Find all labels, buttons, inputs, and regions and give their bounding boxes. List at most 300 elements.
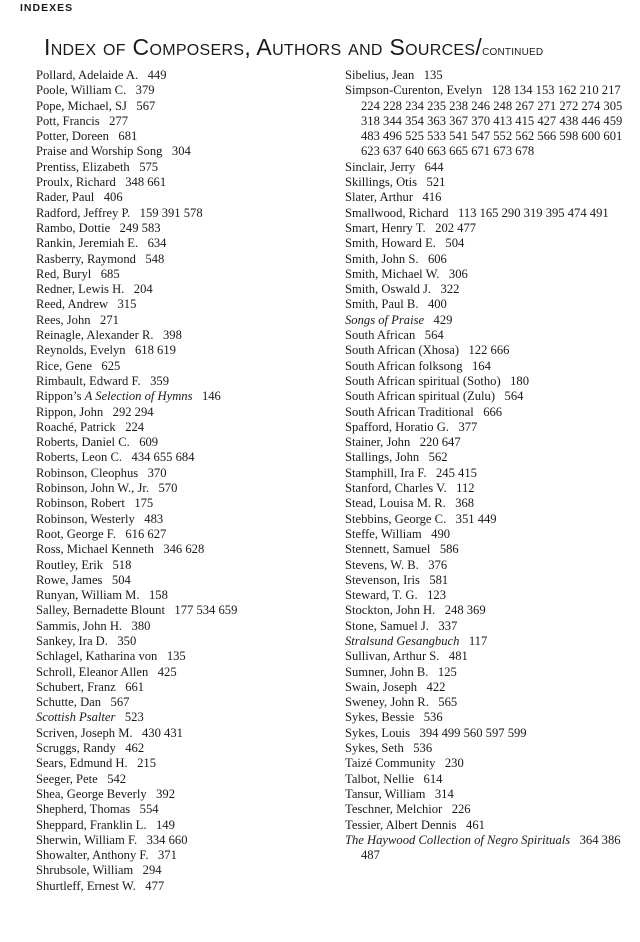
- index-entry: [36, 282, 326, 297]
- entry-name: Tessier, Albert Dennis: [345, 817, 457, 832]
- index-entry: [36, 710, 326, 725]
- entry-page-numbers: 220 647: [419, 435, 461, 450]
- entry-name: Stallings, John: [345, 450, 420, 465]
- index-entry: [36, 221, 326, 236]
- index-entry: [36, 175, 326, 190]
- index-entry: [345, 619, 635, 634]
- entry-page-numbers: 158: [148, 588, 168, 603]
- index-entry: [36, 405, 326, 420]
- entry-name: South African spiritual (Zulu): [345, 389, 496, 404]
- entry-name: Rice, Gene: [36, 358, 92, 373]
- entry-page-numbers: 306: [448, 266, 468, 281]
- entry-name: Stead, Louisa M. R.: [345, 496, 446, 511]
- entry-page-numbers: 202 477: [435, 220, 477, 235]
- entry-name: Skillings, Otis: [345, 175, 418, 190]
- index-entry: [345, 435, 635, 450]
- entry-name: Sankey, Ira D.: [36, 633, 108, 648]
- entry-page-numbers: 548: [145, 251, 165, 266]
- index-entry: [36, 649, 326, 664]
- index-entry: [36, 450, 326, 465]
- entry-page-numbers: 562: [428, 450, 448, 465]
- entry-name: Smallwood, Richard: [345, 205, 449, 220]
- index-entry: [345, 512, 635, 527]
- entry-name: Smith, Howard E.: [345, 236, 436, 251]
- index-entry: [345, 328, 635, 343]
- entry-page-numbers: 277: [109, 113, 129, 128]
- entry-page-numbers: 634: [147, 236, 167, 251]
- entry-name: Steffe, William: [345, 526, 422, 541]
- entry-page-numbers: 449: [147, 68, 167, 82]
- entry-name: Smith, John S.: [345, 251, 419, 266]
- entry-page-numbers: 504: [111, 572, 131, 587]
- entry-page-numbers: 575: [139, 159, 159, 174]
- entry-page-numbers: 564: [504, 389, 524, 404]
- index-entry: [36, 466, 326, 481]
- entry-name: Stennett, Samuel: [345, 542, 431, 557]
- index-entry: [345, 359, 635, 374]
- entry-name: Proulx, Richard: [36, 175, 116, 190]
- entry-page-numbers: 180: [510, 373, 530, 388]
- index-entry: [345, 83, 635, 159]
- index-entry: [36, 741, 326, 756]
- entry-page-numbers: 175: [134, 496, 154, 511]
- entry-page-numbers: 504: [445, 236, 465, 251]
- entry-page-numbers: 618 619: [135, 343, 176, 358]
- entry-page-numbers: 481: [448, 649, 468, 664]
- entry-page-numbers: 542: [107, 771, 127, 786]
- index-entry: [36, 190, 326, 205]
- entry-page-numbers: 364 386 487: [361, 832, 624, 863]
- entry-name: Stebbins, George C.: [345, 511, 447, 526]
- entry-name: Smith, Paul B.: [345, 297, 419, 312]
- index-entry: [345, 710, 635, 725]
- title-continued: continued: [482, 42, 544, 58]
- entry-name: Scruggs, Randy: [36, 741, 116, 756]
- index-entry: [36, 496, 326, 511]
- entry-page-numbers: 429: [433, 312, 453, 327]
- index-entry: [36, 420, 326, 435]
- index-entry: [36, 481, 326, 496]
- entry-name: Salley, Bernadette Blount: [36, 603, 165, 618]
- entry-page-numbers: 292 294: [112, 404, 154, 419]
- entry-page-numbers: 392: [156, 786, 175, 801]
- index-entry: [345, 389, 635, 404]
- entry-name: Pope, Michael, SJ: [36, 98, 127, 113]
- index-entry: [345, 405, 635, 420]
- index-entry: [36, 680, 326, 695]
- entry-source-title: Stralsund Gesangbuch: [345, 633, 460, 648]
- entry-name: Rasberry, Raymond: [36, 251, 136, 266]
- entry-page-numbers: 377: [458, 419, 478, 434]
- entry-page-numbers: 661: [125, 679, 145, 694]
- entry-name: Schubert, Franz: [36, 679, 116, 694]
- entry-page-numbers: 376: [428, 557, 448, 572]
- entry-page-numbers: 177 534 659: [174, 603, 238, 618]
- index-entry: [345, 481, 635, 496]
- index-entry: [345, 267, 635, 282]
- index-entry: [36, 374, 326, 389]
- entry-name: South African: [345, 328, 416, 343]
- entry-page-numbers: 477: [145, 878, 165, 893]
- entry-name: Showalter, Anthony F.: [36, 848, 149, 863]
- index-entry: [36, 634, 326, 649]
- entry-name: Pott, Francis: [36, 113, 100, 128]
- index-entry: [345, 833, 635, 864]
- entry-name: Rippon, John: [36, 404, 104, 419]
- entry-page-numbers: 380: [131, 618, 151, 633]
- entry-name: Steward, T. G.: [345, 588, 418, 603]
- entry-name: Stevens, W. B.: [345, 557, 419, 572]
- entry-page-numbers: 681: [118, 129, 138, 144]
- entry-page-numbers: 123: [427, 588, 446, 603]
- index-entry: [345, 695, 635, 710]
- entry-name: Roberts, Leon C.: [36, 450, 123, 465]
- entry-page-numbers: 337: [438, 618, 458, 633]
- entry-name: Red, Buryl: [36, 266, 92, 281]
- entry-page-numbers: 350: [117, 633, 137, 648]
- index-entry: [345, 665, 635, 680]
- index-entry: [345, 649, 635, 664]
- entry-page-numbers: 565: [438, 695, 458, 710]
- entry-name: Talbot, Nellie: [345, 771, 415, 786]
- index-entry: [345, 420, 635, 435]
- entry-page-numbers: 159 391 578: [139, 205, 203, 220]
- index-entry: [36, 512, 326, 527]
- index-entry: [36, 558, 326, 573]
- index-entry: [36, 129, 326, 144]
- index-entry: [345, 741, 635, 756]
- entry-name: Roberts, Daniel C.: [36, 435, 130, 450]
- entry-name: Rader, Paul: [36, 190, 95, 205]
- index-entry: [36, 99, 326, 114]
- entry-page-numbers: 112: [456, 481, 475, 496]
- entry-name: Stamphill, Ira F.: [345, 465, 427, 480]
- entry-page-numbers: 224: [125, 419, 145, 434]
- entry-name: Sweney, John R.: [345, 695, 429, 710]
- index-entry: [36, 359, 326, 374]
- index-entry: [345, 787, 635, 802]
- entry-page-numbers: 334 660: [146, 832, 188, 847]
- index-entry: [36, 818, 326, 833]
- entry-name: Stevenson, Iris: [345, 572, 420, 587]
- entry-name: Radford, Jeffrey P.: [36, 205, 131, 220]
- entry-name: Sinclair, Jerry: [345, 159, 416, 174]
- index-entry: [345, 634, 635, 649]
- index-entry: [36, 267, 326, 282]
- entry-name: Prentiss, Elizabeth: [36, 159, 130, 174]
- index-entry: [345, 282, 635, 297]
- entry-page-numbers: 434 655 684: [131, 450, 195, 465]
- entry-name: Schlagel, Katharina von: [36, 649, 158, 664]
- entry-name: Rimbault, Edward F.: [36, 373, 141, 388]
- index-entry: [36, 848, 326, 863]
- entry-page-numbers: 135: [166, 649, 186, 664]
- entry-name: Taizé Community: [345, 756, 436, 771]
- title-main: Index of Composers, Authors and Sources/: [44, 34, 483, 60]
- running-head: INDEXES: [20, 2, 74, 14]
- entry-page-numbers: 567: [110, 695, 130, 710]
- entry-page-numbers: 586: [439, 542, 459, 557]
- index-entry: [36, 542, 326, 557]
- entry-page-numbers: 609: [139, 435, 159, 450]
- index-entry: [36, 802, 326, 817]
- entry-page-numbers: 425: [157, 664, 177, 679]
- entry-page-numbers: 322: [440, 282, 460, 297]
- entry-name: Sammis, John H.: [36, 618, 123, 633]
- entry-name: South African Traditional: [345, 404, 474, 419]
- entry-page-numbers: 570: [158, 481, 178, 496]
- entry-name: Shrubsole, William: [36, 863, 134, 878]
- index-entry: [345, 603, 635, 618]
- index-entry: [345, 297, 635, 312]
- index-entry: [345, 175, 635, 190]
- entry-page-numbers: 614: [423, 771, 443, 786]
- index-entry: [36, 833, 326, 848]
- entry-name: Reynolds, Evelyn: [36, 343, 126, 358]
- entry-page-numbers: 348 661: [125, 175, 167, 190]
- index-entry: [345, 496, 635, 511]
- entry-page-numbers: 249 583: [119, 220, 161, 235]
- entry-page-numbers: 164: [471, 358, 491, 373]
- entry-name: Sherwin, William F.: [36, 832, 138, 847]
- entry-name: Stainer, John: [345, 435, 411, 450]
- entry-page-numbers: 271: [100, 312, 119, 327]
- index-entry: [345, 527, 635, 542]
- right-index-column: [345, 68, 635, 863]
- index-entry: [36, 695, 326, 710]
- entry-name: South African folksong: [345, 358, 463, 373]
- entry-page-numbers: 125: [437, 664, 457, 679]
- index-entry: [345, 680, 635, 695]
- entry-name: Schroll, Eleanor Allen: [36, 664, 149, 679]
- entry-name: Stanford, Charles V.: [345, 481, 447, 496]
- entry-name: Shea, George Beverly: [36, 786, 147, 801]
- entry-page-numbers: 226: [451, 802, 471, 817]
- entry-page-numbers: 128 134 153 162 210 217 224 228 234 235 238 246 248 267 271 272 274 305 318 344 354 363 367 370 413 415 427 438 446 459 483 496 525 533 541 547 552 562 566 598 600 601 623 637 640 663 665 671 673 678: [361, 83, 626, 159]
- entry-source-title: Scottish Psalter: [36, 710, 116, 725]
- entry-name: Tansur, William: [345, 786, 426, 801]
- entry-page-numbers: 625: [101, 358, 121, 373]
- entry-name: Redner, Lewis H.: [36, 282, 125, 297]
- entry-page-numbers: 490: [431, 526, 451, 541]
- index-entry: [36, 328, 326, 343]
- index-entry: [36, 863, 326, 878]
- entry-name: Runyan, William M.: [36, 588, 140, 603]
- entry-name: Rambo, Dottie: [36, 220, 111, 235]
- index-entry: [345, 313, 635, 328]
- index-entry: [36, 573, 326, 588]
- entry-page-numbers: 523: [124, 710, 144, 725]
- index-entry: [345, 558, 635, 573]
- index-entry: [36, 343, 326, 358]
- entry-name: Scriven, Joseph M.: [36, 725, 133, 740]
- index-entry: [36, 588, 326, 603]
- index-entry: [36, 603, 326, 618]
- entry-name: Rippon’s: [36, 389, 82, 404]
- entry-page-numbers: 204: [133, 282, 153, 297]
- entry-page-numbers: 685: [100, 266, 120, 281]
- entry-page-numbers: 400: [427, 297, 447, 312]
- entry-page-numbers: 359: [150, 373, 169, 388]
- index-entry: [36, 297, 326, 312]
- entry-source-title: The Haywood Collection of Negro Spirituals: [345, 832, 571, 847]
- entry-page-numbers: 379: [135, 83, 155, 98]
- index-entry: [345, 221, 635, 236]
- index-entry: [36, 787, 326, 802]
- entry-name: Simpson-Curenton, Evelyn: [345, 83, 483, 98]
- entry-page-numbers: 135: [423, 68, 443, 82]
- entry-name: Swain, Joseph: [345, 679, 418, 694]
- entry-name: Sumner, John B.: [345, 664, 429, 679]
- entry-page-numbers: 351 449: [455, 511, 497, 526]
- entry-name: South African spiritual (Sotho): [345, 373, 501, 388]
- entry-page-numbers: 567: [136, 98, 156, 113]
- index-entry: [345, 252, 635, 267]
- index-entry: [345, 726, 635, 741]
- entry-name: Reed, Andrew: [36, 297, 109, 312]
- entry-page-numbers: 483: [144, 511, 164, 526]
- entry-page-numbers: 370: [147, 465, 167, 480]
- entry-page-numbers: 536: [423, 710, 443, 725]
- entry-name: Smith, Oswald J.: [345, 282, 432, 297]
- entry-page-numbers: 149: [155, 817, 175, 832]
- entry-page-numbers: 461: [466, 817, 485, 832]
- index-entry: [345, 236, 635, 251]
- entry-page-numbers: 346 628: [163, 542, 205, 557]
- entry-page-numbers: 536: [413, 741, 433, 756]
- index-entry: [345, 818, 635, 833]
- page-title: [44, 34, 624, 61]
- index-entry: [345, 160, 635, 175]
- entry-name: Sibelius, Jean: [345, 68, 415, 82]
- entry-page-numbers: 230: [444, 756, 464, 771]
- index-entry: [36, 83, 326, 98]
- index-entry: [36, 236, 326, 251]
- entry-page-numbers: 666: [483, 404, 503, 419]
- index-entry: [36, 435, 326, 450]
- entry-page-numbers: 314: [434, 786, 454, 801]
- entry-page-numbers: 146: [201, 389, 221, 404]
- entry-page-numbers: 294: [142, 863, 162, 878]
- entry-name: Sykes, Bessie: [345, 710, 415, 725]
- entry-name: Robinson, Westerly: [36, 511, 135, 526]
- index-entry: [36, 665, 326, 680]
- entry-page-numbers: 117: [468, 633, 488, 648]
- index-entry: [345, 374, 635, 389]
- entry-page-numbers: 315: [117, 297, 137, 312]
- index-entry: [345, 450, 635, 465]
- entry-name: Pollard, Adelaide A.: [36, 68, 139, 82]
- entry-page-numbers: 430 431: [142, 725, 183, 740]
- index-entry: [345, 206, 635, 221]
- entry-page-numbers: 581: [429, 572, 449, 587]
- index-entry: [345, 190, 635, 205]
- entry-name: Shepherd, Thomas: [36, 802, 131, 817]
- entry-name: Sheppard, Franklin L.: [36, 817, 147, 832]
- entry-page-numbers: 462: [125, 741, 145, 756]
- entry-name: Roaché, Patrick: [36, 419, 116, 434]
- entry-page-numbers: 518: [112, 557, 132, 572]
- entry-page-numbers: 398: [162, 328, 182, 343]
- entry-name: Sykes, Louis: [345, 725, 411, 740]
- entry-name: Spafford, Horatio G.: [345, 419, 449, 434]
- entry-page-numbers: 248 369: [444, 603, 486, 618]
- entry-name: Smart, Henry T.: [345, 220, 426, 235]
- entry-page-numbers: 406: [103, 190, 123, 205]
- index-entry: [345, 68, 635, 83]
- entry-page-numbers: 215: [137, 756, 156, 771]
- entry-name: Routley, Erik: [36, 557, 104, 572]
- entry-page-numbers: 606: [427, 251, 447, 266]
- entry-name: Potter, Doreen: [36, 129, 109, 144]
- entry-page-numbers: 422: [426, 679, 446, 694]
- index-entry: [36, 726, 326, 741]
- index-entry: [345, 343, 635, 358]
- index-entry: [345, 802, 635, 817]
- left-index-column: [36, 68, 326, 894]
- index-entry: [36, 206, 326, 221]
- entry-name: Poole, William C.: [36, 83, 127, 98]
- index-entry: [36, 68, 326, 83]
- entry-page-numbers: 616 627: [125, 526, 167, 541]
- entry-name: Robinson, Cleophus: [36, 465, 139, 480]
- entry-page-numbers: 368: [455, 496, 475, 511]
- index-entry: [36, 313, 326, 328]
- index-entry: [345, 573, 635, 588]
- entry-name: Sullivan, Arthur S.: [345, 649, 440, 664]
- index-entry: [345, 756, 635, 771]
- entry-name: Praise and Worship Song: [36, 144, 163, 159]
- entry-name: Robinson, Robert: [36, 496, 125, 511]
- entry-name: Root, George F.: [36, 526, 116, 541]
- entry-page-numbers: 521: [426, 175, 446, 190]
- entry-name: Ross, Michael Kenneth: [36, 542, 154, 557]
- entry-page-numbers: 304: [171, 144, 191, 159]
- entry-name: Schutte, Dan: [36, 695, 102, 710]
- entry-name: Rees, John: [36, 312, 91, 327]
- entry-page-numbers: 394 499 560 597 599: [419, 725, 527, 740]
- entry-name: Rankin, Jeremiah E.: [36, 236, 139, 251]
- entry-name: Reinagle, Alexander R.: [36, 328, 154, 343]
- entry-name: Robinson, John W., Jr.: [36, 481, 150, 496]
- entry-name: Stone, Samuel J.: [345, 618, 429, 633]
- index-entry: [36, 144, 326, 159]
- entry-name: Slater, Arthur: [345, 190, 414, 205]
- entry-source-title: Songs of Praise: [345, 312, 425, 327]
- index-entry: [36, 527, 326, 542]
- index-entry: [36, 619, 326, 634]
- entry-name: Shurtleff, Ernest W.: [36, 878, 136, 893]
- entry-name: Teschner, Melchior: [345, 802, 443, 817]
- entry-name: Sykes, Seth: [345, 741, 404, 756]
- index-entry: [36, 772, 326, 787]
- entry-name: South African (Xhosa): [345, 343, 460, 358]
- entry-page-numbers: 416: [422, 190, 442, 205]
- index-entry: [36, 756, 326, 771]
- index-entry: [345, 542, 635, 557]
- entry-name: Rowe, James: [36, 572, 103, 587]
- index-entry: [36, 114, 326, 129]
- entry-page-numbers: 371: [157, 848, 177, 863]
- index-entry: [36, 389, 326, 404]
- entry-source-title: A Selection of Hymns: [84, 389, 193, 404]
- entry-name: Stockton, John H.: [345, 603, 436, 618]
- entry-name: Sears, Edmund H.: [36, 756, 128, 771]
- entry-page-numbers: 554: [139, 802, 159, 817]
- index-entry: [36, 879, 326, 894]
- entry-page-numbers: 113 165 290 319 395 474 491: [458, 205, 609, 220]
- entry-page-numbers: 245 415: [436, 465, 477, 480]
